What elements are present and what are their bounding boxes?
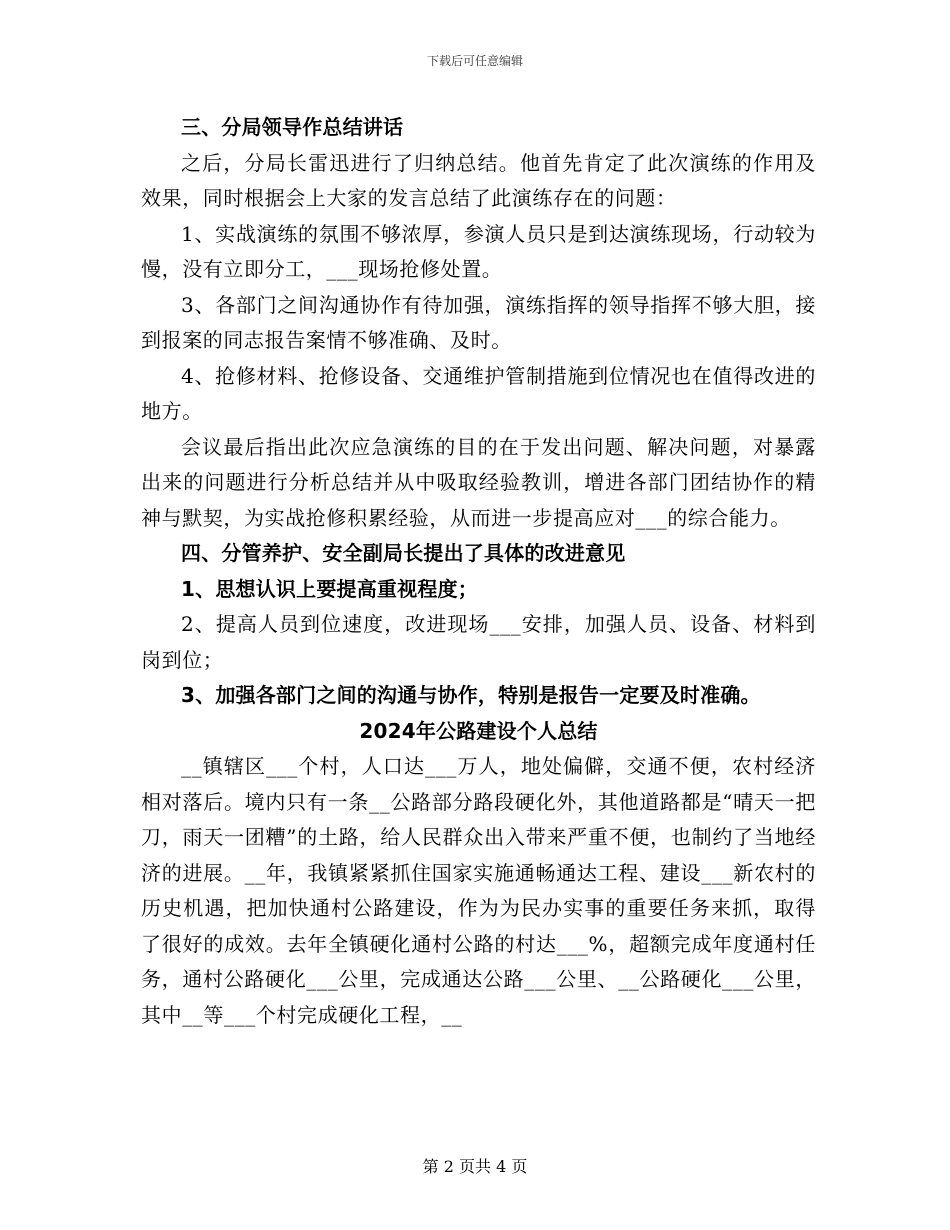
paragraph-problem-3: 3、各部门之间沟通协作有待加强，演练指挥的领导指挥不够大胆，接到报案的同志报告案情不够准确、及时。: [141, 292, 816, 352]
opinion-item-1: 1、思想认识上要提高重视程度；: [181, 576, 478, 601]
section-heading-3: 三、分局领导作总结讲话: [181, 115, 404, 139]
paragraph-problem-1: 1、实战演练的氛围不够浓厚，参演人员只是到达演练现场，行动较为慢，没有立即分工，___现场抢修处置。: [141, 221, 816, 281]
paragraph-summary-intro: 之后，分局长雷迅进行了归纳总结。他首先肯定了此次演练的作用及效果，同时根据会上大家的发言总结了此演练存在的问题：: [141, 150, 816, 210]
opinion-item-2: 2、提高人员到位速度，改进现场___安排，加强人员、设备、材料到岗到位；: [141, 612, 816, 672]
paragraph-road-summary: __镇辖区___个村，人口达___万人，地处偏僻，交通不便，农村经济相对落后。境内只有一条__公路部分路段硬化外，其他道路都是“晴天一把刀，雨天一团糟”的土路，给人民群众出入带来严重不便，也制约了当地经济的进展。__年，我镇紧紧抓住国家实施通畅通达工程、建设___新农村的历史机遇，把加快通村公路建设，作为为民办实事的重要任务来抓，取得了很好的成效。去年全镇硬化通村公路的村达___%，超额完成年度通村任务，通村公路硬化___公里，完成通达公路___公里、__公路硬化___公里，其中__等___个村完成硬化工程，__: [141, 754, 816, 1027]
paragraph-conclusion: 会议最后指出此次应急演练的目的在于发出问题、解决问题，对暴露出来的问题进行分析总结并从中吸取经验教训，增进各部门团结协作的精神与默契，为实战抢修积累经验，从而进一步提高应对___的综合能力。: [141, 434, 816, 530]
page-footer: 第 2 页共 4 页: [422, 1157, 528, 1176]
document-body: [141, 110, 816, 1033]
paragraph-problem-4: 4、抢修材料、抢修设备、交通维护管制措施到位情况也在值得改进的地方。: [141, 363, 816, 423]
page-header: 下载后可任意编辑: [426, 54, 523, 68]
document-title: 2024年公路建设个人总结: [359, 718, 598, 743]
section-heading-4: 四、分管养护、安全副局长提出了具体的改进意见: [181, 541, 626, 565]
opinion-item-3: 3、加强各部门之间的沟通与协作，特别是报告一定要及时准确。: [181, 683, 761, 707]
